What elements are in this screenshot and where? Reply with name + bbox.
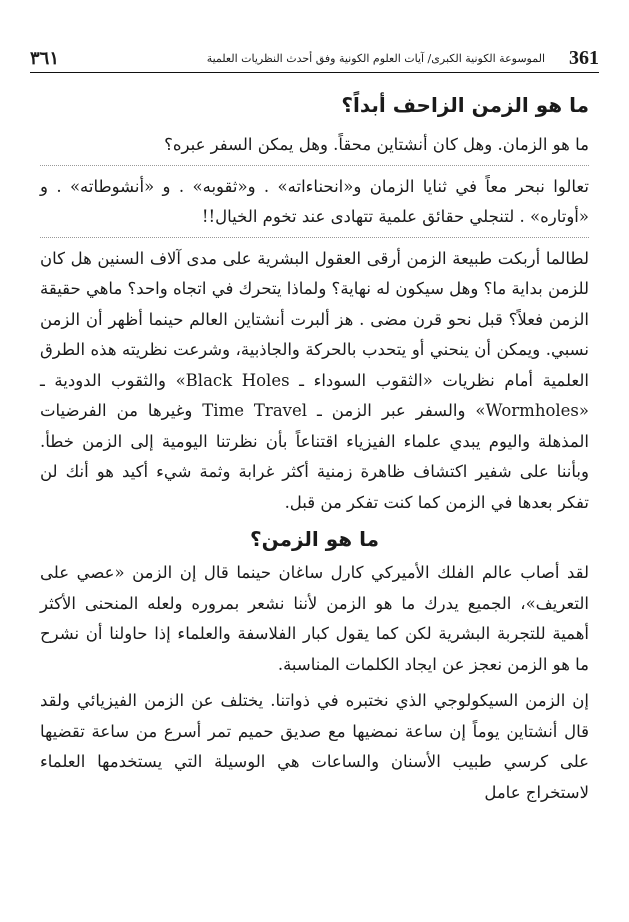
page-body — [40, 90, 589, 912]
section-heading: ما هو الزمن؟ — [249, 527, 379, 551]
page-header — [30, 44, 599, 73]
section-heading: ما هو الزمن الزاحف أبداً؟ — [341, 93, 589, 117]
paragraph: تعالوا نبحر معاً في ثنايا الزمان و«انحناءاته» . و«ثقوبه» . و «أنشوطاته» . و «أوتاره» . لتنجلي حقائق علمية تتهادى عند تخوم الخيال!! — [40, 172, 589, 238]
page-number-arabic: ٣٦١ — [30, 47, 60, 69]
paragraph: ما هو الزمان. وهل كان أنشتاين محقاً. وهل يمكن السفر عبره؟ — [40, 130, 589, 166]
page-number-latin: 361 — [569, 46, 599, 69]
running-title: الموسوعة الكونية الكبرى/ آيات العلوم الكونية وفق أحدث النظريات العلمية — [206, 51, 545, 65]
paragraph: لطالما أربكت طبيعة الزمن أرقى العقول البشرية على مدى آلاف السنين هل كان للزمن بداية ما؟ وهل سيكون له نهاية؟ ولماذا يتحرك في اتجاه واحد؟ ماهي حقيقة الزمن فعلاً؟ قبل نحو قرن مضى . هز ألبرت أنشتاين العالم حينما أظهر أن الزمن نسبي. ويمكن أن ينحني أو يتحدب بالحركة والجاذبية، وشرعت نظريته هذه الطرق العلمية أمام نظريات «الثقوب السوداء ـ Black Holes» والثقوب الدودية ـ «Wormholes» والسفر عبر الزمن ـ Time Travel وغيرها من الفرضيات المذهلة واليوم يبدي علماء الفيزياء اقتناعاً بأن نظرتنا اليومية إلى الزمن خطأ. وبأننا على شفير اكتشاف ظاهرة زمنية أكثر غرابة وثمة شيء أكيد هو أنك لن تفكر بعدها في الزمن كما كنت تفكر من قبل. — [40, 248, 590, 512]
paragraph: لقد أصاب عالم الفلك الأميركي كارل ساغان حينما قال إن الزمن «عصي على التعريف»، الجميع يدرك ما هو الزمن لأننا نشعر بمروره ولعله المنحنى الأكثر أهمية للتجربة البشرية لكن كما يقول كبار الفلاسفة والعلماء إذا حاولنا أن نشرح ما هو الزمن نعجز عن ايجاد الكلمات المناسبة. — [40, 563, 589, 674]
paragraph: إن الزمن السيكولوجي الذي نختبره في ذواتنا. يختلف عن الزمن الفيزيائي ولقد قال أنشتاين يوماً إن ساعة نمضيها مع صديق حميم تمر أسرع من ساعة تقضيها على كرسي طبيب الأسنان والساعات هي الوسيلة التي يستخدمها العلماء لاستخراج عامل — [40, 691, 589, 802]
header-right — [207, 47, 599, 70]
